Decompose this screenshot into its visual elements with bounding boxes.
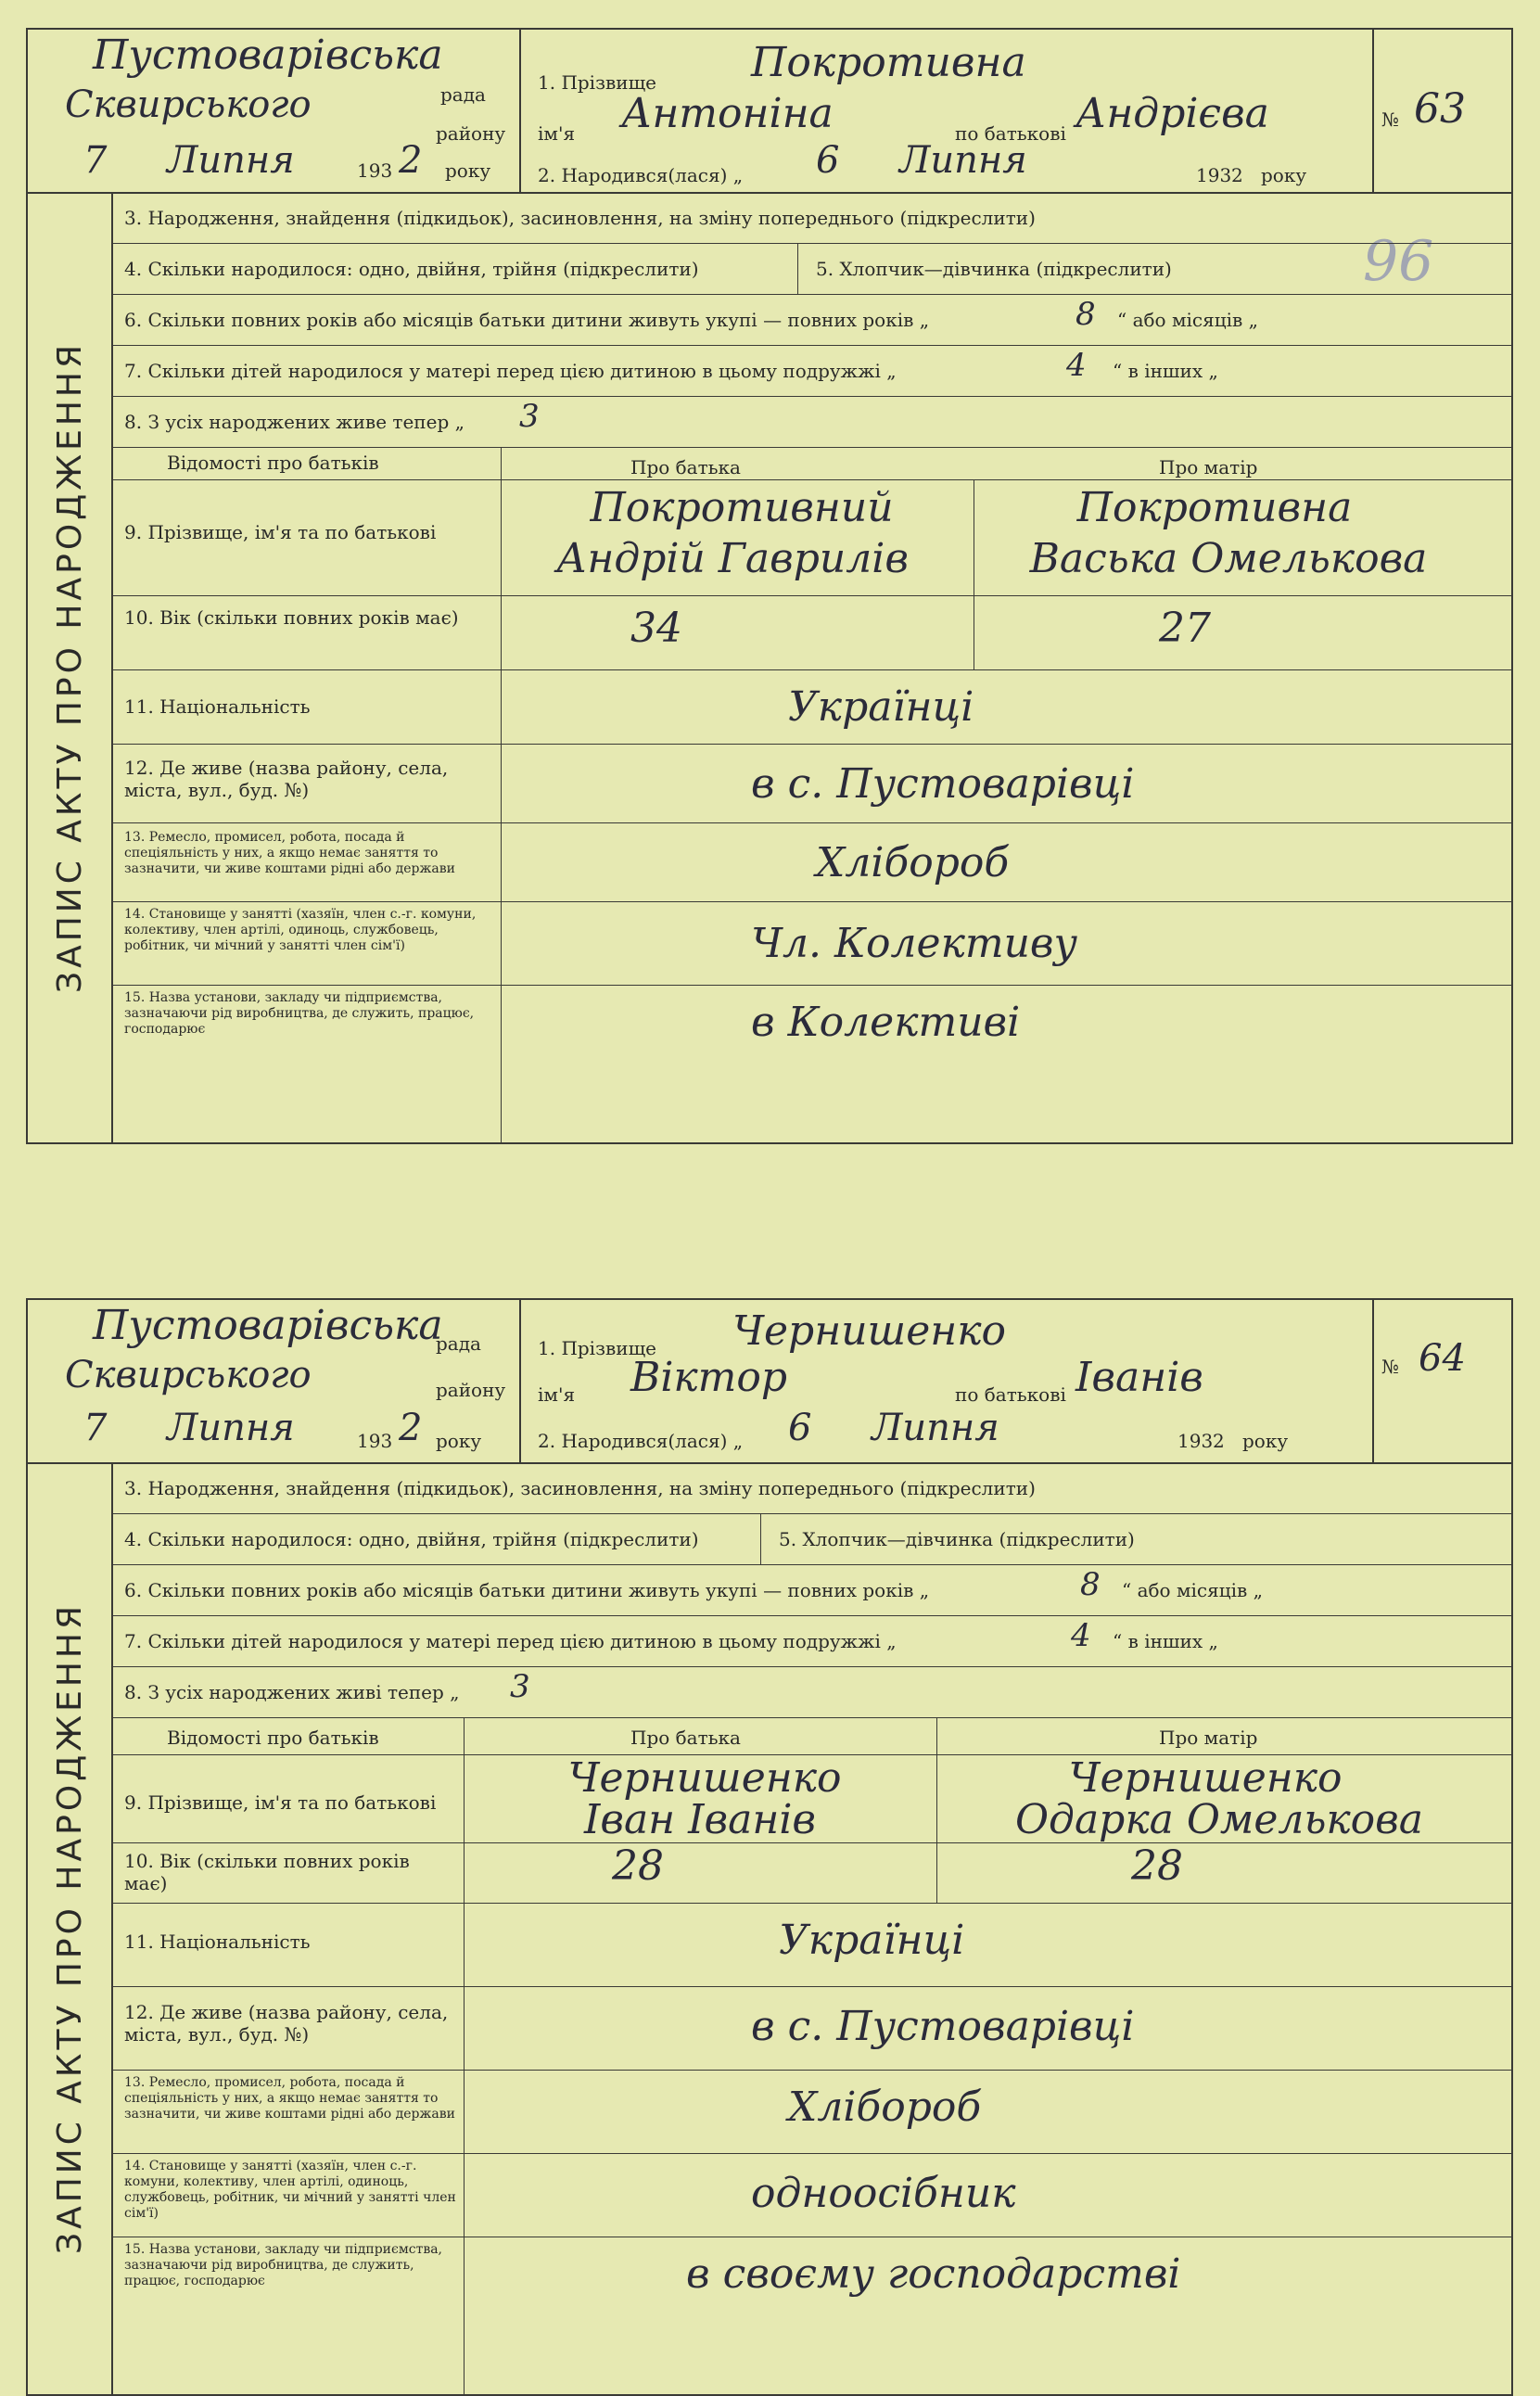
row-q15: 15. Назва установи, закладу чи підприємства, зазначаючи рід виробництва, де служить, працює, господарює в своєму господарстві — [124, 2242, 1181, 2298]
reg-year-suffix: 2 — [399, 139, 423, 182]
residence: в с. Пустоварівці — [751, 760, 1135, 808]
mother-age: 27 — [1159, 605, 1211, 652]
position: Чл. Колективу — [751, 920, 1078, 967]
row-q4-q5: 4. Скільки народилося: одно, двійня, трійня (підкреслити) 5. Хлопчик—дівчинка (підкреслити) — [111, 1513, 1511, 1565]
row-q4-q5: 4. Скільки народилося: одно, двійня, трійня (підкреслити) 5. Хлопчик—дівчинка (підкреслити) — [111, 243, 1511, 295]
record-number-box — [1372, 30, 1511, 192]
row-q8: 8. З усіх народжених живе тепер „ 3 — [111, 396, 1511, 448]
record-number: 64 — [1419, 1337, 1466, 1380]
workplace: в своєму господарстві — [686, 2250, 1181, 2298]
row-q10: 10. Вік (скільки повних років має) 34 27 — [111, 595, 1511, 670]
council-label: рада — [436, 1332, 481, 1355]
born-label: 2. Народився(лася) „ — [538, 1430, 744, 1452]
patronymic-label: по батькові — [955, 1383, 1066, 1406]
patronymic-label: по батькові — [955, 122, 1066, 145]
row-q14: 14. Становище у занятті (хазяїн, член с.-г. комуни, колективу, член артілі, одиноць, службовець, робітник, чи мічний у занятті член сім'ї) Чл. Колективу — [111, 901, 1511, 986]
row-q8: 8. З усіх народжених живі тепер „ 3 — [111, 1666, 1511, 1718]
record-number-box — [1372, 1300, 1511, 1462]
mother-name: Васька Омелькова — [1029, 535, 1428, 582]
born-year-label: року — [1261, 164, 1307, 186]
side-title: ЗАПИС АКТУ ПРО НАРОДЖЕННЯ — [28, 1462, 113, 2394]
year-label: року — [436, 1430, 482, 1452]
name-label: ім'я — [538, 1383, 576, 1406]
father-age: 34 — [630, 605, 682, 652]
father-surname: Покротивний — [590, 484, 894, 531]
row-parents-header: Відомості про батьків Про батька Про матір — [111, 447, 1511, 480]
row-q12: 12. Де живе (назва району, села, міста, вул., буд. №) в с. Пустоварівці — [111, 744, 1511, 823]
born-year-suffix: 2 — [1231, 164, 1243, 186]
born-label: 2. Народився(лася) „ — [538, 164, 744, 186]
reg-day: 7 — [83, 1407, 108, 1449]
row-q7: 7. Скільки дітей народилося у матері перед цією дитиною в цьому подружжі „ 4 “ в інших „ — [111, 1615, 1511, 1667]
council-label: рада — [440, 83, 486, 106]
council-name: Пустоварівська — [93, 32, 443, 79]
record-header — [28, 30, 1511, 194]
name-label: ім'я — [538, 122, 576, 145]
registration-place — [28, 30, 521, 192]
birth-record-64 — [26, 1298, 1513, 2396]
reg-year-prefix: 193 — [357, 1430, 393, 1452]
record-number: 63 — [1414, 85, 1466, 133]
council-name: Пустоварівська — [93, 1302, 443, 1349]
row-q15: 15. Назва установи, закладу чи підприємства, зазначаючи рід виробництва, де служить, працює, господарює в Колективі — [124, 990, 1021, 1046]
occupation: Хлібороб — [816, 839, 1010, 886]
row-q13: 13. Ремесло, промисел, робота, посада й спеціяльність у них, а якщо немає заняття то зазначити, чи живе коштами рідні або держави Хлібороб — [111, 2070, 1511, 2154]
birth-record-63 — [26, 28, 1513, 1144]
father-name: Іван Іванів — [583, 1796, 817, 1843]
nationality: Українці — [788, 683, 974, 731]
row-q9: 9. Прізвище, ім'я та по батькові Чернишенко Іван Іванів Чернишенко Одарка Омелькова — [111, 1754, 1511, 1843]
mother-surname: Чернишенко — [1068, 1754, 1343, 1802]
born-day: 6 — [816, 139, 840, 182]
record-header — [28, 1300, 1511, 1464]
nationality: Українці — [779, 1917, 965, 1964]
number-prefix: № — [1381, 108, 1399, 131]
position: одноосібник — [751, 2170, 1016, 2217]
row-q6: 6. Скільки повних років або місяців батьки дитини живуть укупі — повних років „ 8 “ або місяців „ — [111, 1564, 1511, 1616]
row-parents-header: Відомості про батьків Про батька Про матір — [111, 1717, 1511, 1755]
row-q11: 11. Національність Українці — [111, 1903, 1511, 1987]
father-age: 28 — [612, 1842, 664, 1890]
row-q10: 10. Вік (скільки повних років має) 28 28 — [111, 1842, 1511, 1904]
archive-stamp: 96 — [1363, 229, 1434, 294]
row-q11: 11. Національність Українці — [111, 669, 1511, 745]
row-q3: 3. Народження, знайдення (підкидьок), засиновлення, на зміну попереднього (підкреслити) — [111, 1462, 1511, 1514]
occupation: Хлібороб — [788, 2084, 982, 2131]
district-label: району — [436, 1379, 506, 1401]
row-q7: 7. Скільки дітей народилося у матері перед цією дитиною в цьому подружжі „ 4 “ в інших „ — [111, 345, 1511, 397]
child-info — [519, 30, 1374, 192]
father-name: Андрій Гаврилів — [556, 535, 909, 582]
row-q9: 9. Прізвище, ім'я та по батькові Покротивний Андрій Гаврилів Покротивна Васька Омелькова — [111, 479, 1511, 596]
born-year-label: року — [1242, 1430, 1289, 1452]
surname-label: 1. Прізвище — [538, 71, 657, 94]
reg-month: Липня — [167, 139, 295, 182]
district-label: району — [436, 122, 506, 145]
number-prefix: № — [1381, 1356, 1399, 1378]
child-patronymic: Іванів — [1075, 1354, 1203, 1401]
row-q13: 13. Ремесло, промисел, робота, посада й спеціяльність у них, а якщо немає заняття то зазначити, чи живе коштами рідні або держави Хлібороб — [111, 822, 1511, 902]
born-year-prefix: 193 — [1196, 164, 1232, 186]
reg-year-prefix: 193 — [357, 159, 393, 182]
child-patronymic: Андрієва — [1075, 90, 1269, 137]
child-name: Антоніна — [621, 90, 834, 137]
reg-day: 7 — [83, 139, 108, 182]
born-year-prefix: 193 — [1177, 1430, 1214, 1452]
district-name: Сквирського — [65, 83, 312, 126]
mother-age: 28 — [1131, 1842, 1183, 1890]
reg-year-suffix: 2 — [399, 1407, 423, 1449]
born-month: Липня — [872, 1407, 999, 1449]
father-surname: Чернишенко — [567, 1754, 842, 1802]
row-q6: 6. Скільки повних років або місяців батьки дитини живуть укупі — повних років „ 8 “ або місяців „ — [111, 294, 1511, 346]
child-info — [519, 1300, 1374, 1462]
born-day: 6 — [788, 1407, 812, 1449]
row-q3: 3. Народження, знайдення (підкидьок), засиновлення, на зміну попереднього (підкреслити) — [111, 192, 1511, 244]
mother-name: Одарка Омелькова — [1014, 1796, 1424, 1843]
side-title: ЗАПИС АКТУ ПРО НАРОДЖЕННЯ — [28, 192, 113, 1142]
born-year-suffix: 2 — [1213, 1430, 1225, 1452]
residence: в с. Пустоварівці — [751, 2003, 1135, 2050]
registration-place — [28, 1300, 521, 1462]
reg-month: Липня — [167, 1407, 295, 1449]
workplace: в Колективі — [751, 999, 1021, 1046]
year-label: року — [445, 159, 491, 182]
born-month: Липня — [899, 139, 1027, 182]
mother-surname: Покротивна — [1076, 484, 1353, 531]
surname-label: 1. Прізвище — [538, 1337, 657, 1359]
child-surname: Покротивна — [751, 39, 1026, 86]
child-name: Віктор — [630, 1354, 788, 1401]
row-q14: 14. Становище у занятті (хазяїн, член с.-г. комуни, колективу, член артілі, одиноць, службовець, робітник, чи мічний у занятті член сім'ї) одноосібник — [111, 2153, 1511, 2237]
row-q12: 12. Де живе (назва району, села, міста, вул., буд. №) в с. Пустоварівці — [111, 1986, 1511, 2071]
child-surname: Чернишенко — [732, 1307, 1007, 1355]
district-name: Сквирського — [65, 1354, 312, 1396]
